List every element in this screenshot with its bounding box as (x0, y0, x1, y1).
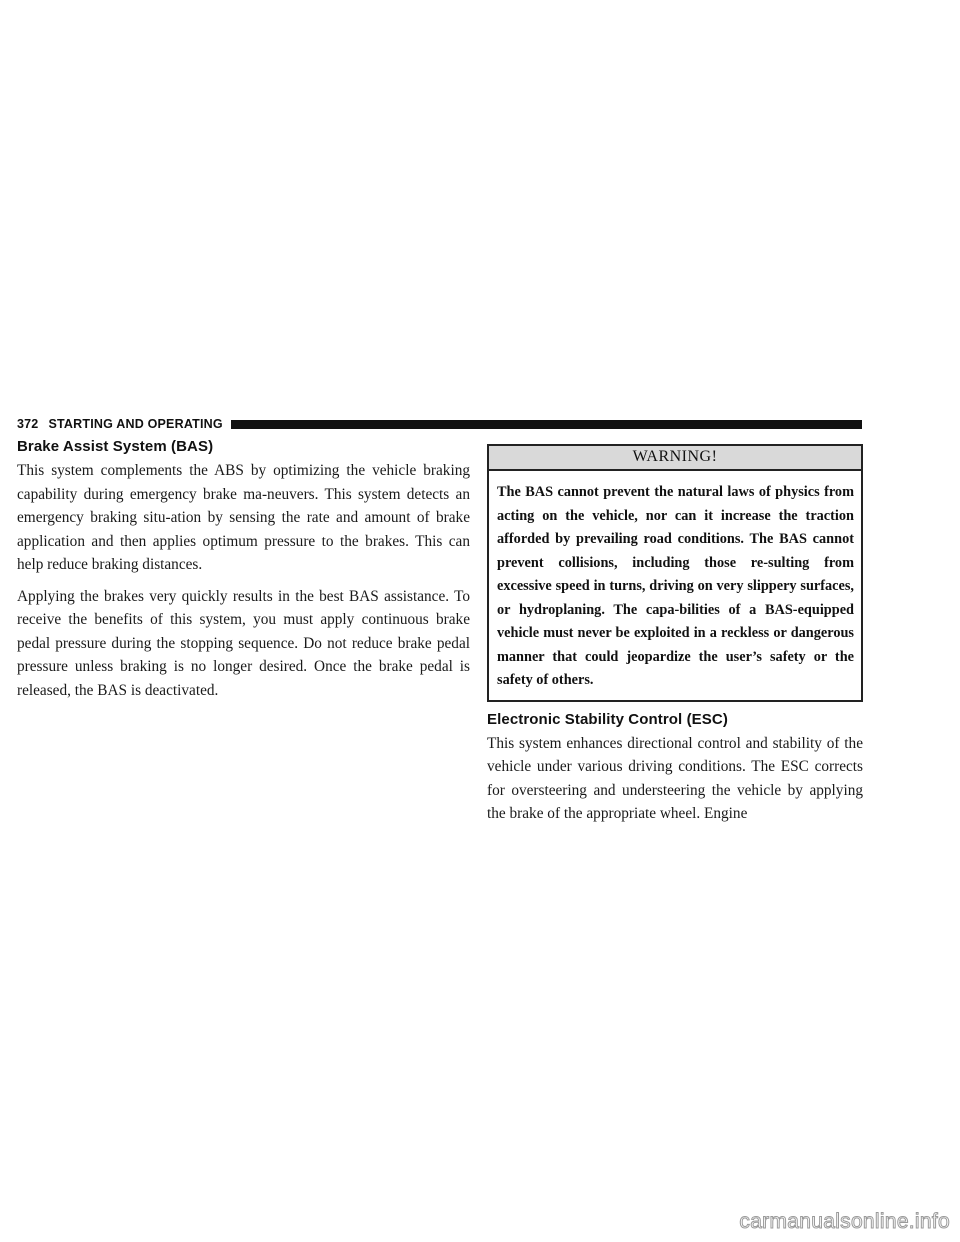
bas-heading: Brake Assist System (BAS) (17, 438, 214, 455)
page-header (17, 417, 862, 431)
bas-paragraph-2: Applying the brakes very quickly results in the best BAS assistance. To receive the benefits of this system, you must apply continuous brake pedal pressure during the stopping sequence. Do not reduce brake pedal pressure unless braking is no longer desired. Once the brake pedal is released, the BAS is deactivated. (17, 587, 470, 699)
warning-box (487, 444, 863, 702)
left-column (17, 438, 470, 710)
esc-heading: Electronic Stability Control (ESC) (487, 710, 728, 728)
header-rule (231, 420, 862, 429)
warning-title: WARNING! (489, 446, 861, 471)
bas-paragraph-1: This system complements the ABS by optimizing the vehicle braking capability during emergency brake ma-neuvers. This system detects an emergency braking situ-ation by sensing the rate and amount of brake application and then applies optimum pressure to the brakes. This can help reduce braking distances. (17, 462, 470, 573)
watermark-text: carmanualsonline.info (739, 1210, 950, 1233)
esc-paragraph-1: This system enhances directional control and stability of the vehicle under various driving conditions. The ESC corrects for oversteering and understeering the vehicle by applying the brake of the appropriate wheel. Engine (487, 734, 863, 822)
right-column (487, 444, 863, 834)
warning-text: The BAS cannot prevent the natural laws of physics from acting on the vehicle, nor can it increase the traction afforded by prevailing road conditions. The BAS cannot prevent collisions, including those re-sulting from excessive speed in turns, driving on very slippery surfaces, or hydroplaning. The capa-bilities of a BAS-equipped vehicle must never be exploited in a reckless or dangerous manner that could jeopardize the user’s safety or the safety of others. (497, 484, 854, 688)
page-number: 372 (17, 417, 39, 431)
section-title: STARTING AND OPERATING (48, 417, 223, 431)
